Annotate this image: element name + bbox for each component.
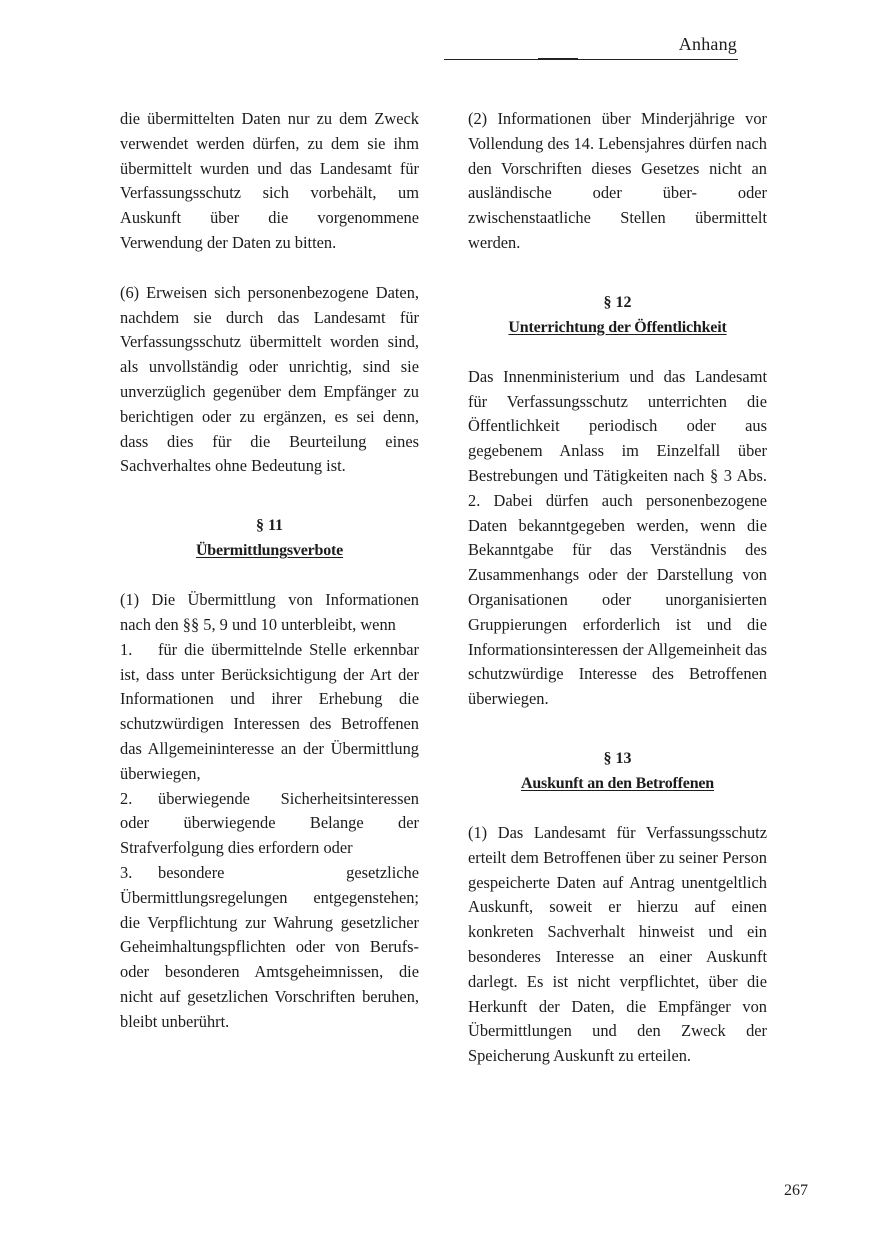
paragraph-6: (6) Erweisen sich personenbezogene Daten, nachdem sie durch das Landesamt für Verfassungsschutz übermittelt worden sind, als unvollständig oder unrichtig, sind sie unverzüglich gegenüber dem Empfänger zu berichtigen oder zu ergänzen, es sei denn, dass dies für die Beurteilung eines Sachverhaltes ohne Bedeutung ist.: [120, 282, 419, 476]
section-13-title: Auskunft an den Betroffenen: [521, 774, 714, 792]
section-13-heading: [468, 746, 767, 796]
section-11-number: § 11: [255, 517, 284, 535]
list-item-text: für die übermittelnde Stelle erkennbar ist, dass unter Berücksichtigung der Art der Informationen und ihrer Erhebung die schutzwürdigen Interessen des Betroffenen das Allgemeininteresse an der Übermittlung überwiegen,: [120, 639, 419, 783]
list-item-number: 2.: [120, 788, 133, 808]
list-item: [120, 861, 419, 1035]
list-item-text: überwiegende Sicherheitsinteressen oder überwiegende Belange der Strafverfolgung dies erfordern oder: [120, 788, 419, 858]
section-11-intro: (1) Die Übermittlung von Informationen nach den §§ 5, 9 und 10 unterbleibt, wenn: [120, 590, 419, 634]
paragraph-2: (2) Informationen über Minderjährige vor Vollendung des 14. Lebensjahres dürfen nach den Vorschriften dieses Gesetzes nicht an ausländische oder über- oder zwischenstaatliche Stellen übermittelt werden.: [468, 109, 767, 252]
right-column: [468, 107, 767, 1069]
paragraph-5-continued: die übermittelten Daten nur zu dem Zweck verwendet werden dürfen, zu dem sie ihm übermittelt wurden und das Landesamt für Verfassungsschutz sich vorbehält, um Auskunft über die vorgenommene Verwendung der Daten zu bitten.: [120, 109, 419, 252]
section-11-heading: [120, 513, 419, 563]
list-item-text: besondere gesetzliche Übermittlungsregelungen entgegenstehen; die Verpflichtung zur Wahrung gesetzlicher Geheimhaltungspflichten oder von Berufs- oder besonderen Amtsgeheimnissen, die nicht auf gesetzlichen Vorschriften beruhen, bleibt unberührt.: [120, 862, 419, 1031]
section-12-number: § 12: [603, 293, 632, 311]
list-item: [120, 638, 419, 787]
header-rule-accent: [538, 58, 578, 60]
section-12-heading: [468, 290, 767, 340]
list-item: [120, 787, 419, 861]
section-12-title: Unterrichtung der Öffentlichkeit: [508, 318, 727, 336]
page-number: 267: [784, 1182, 808, 1199]
left-column: [120, 107, 419, 1035]
section-11-title: Übermittlungsverbote: [195, 542, 344, 560]
section-13-number: § 13: [603, 749, 632, 767]
section-12-body: Das Innenministerium und das Landesamt für Verfassungsschutz unterrichten die Öffentlichkeit periodisch oder aus gegebenem Anlass im Einzelfall über Bestrebungen und Tätigkeiten nach § 3 Abs. 2. Dabei dürfen auch personenbezogene Daten bekanntgegeben werden, wenn die Bekanntgabe für das Verständnis des Zusammenhangs oder der Darstellung von Organisationen oder unorganisierten Gruppierungen erforderlich ist und die Informationsinteressen der Allgemeinheit das schutzwürdige Interesse des Betroffenen überwiegen.: [468, 366, 767, 709]
header-rule: [444, 59, 738, 60]
section-13-body: (1) Das Landesamt für Verfassungsschutz erteilt dem Betroffenen über zu seiner Person gespeicherte Daten auf Antrag unentgeltlich Auskunft, soweit er hierzu auf einen konkreten Sachverhalt hinweist und ein besonderes Interesse an einer Auskunft darlegt. Es ist nicht verpflichtet, über die Herkunft der Daten, die Empfänger von Übermittlungen und den Zweck der Speicherung Auskunft zu erteilen.: [468, 822, 767, 1066]
running-head: Anhang: [678, 34, 737, 54]
list-item-number: 3.: [120, 862, 133, 882]
list-item-number: 1.: [120, 639, 133, 659]
